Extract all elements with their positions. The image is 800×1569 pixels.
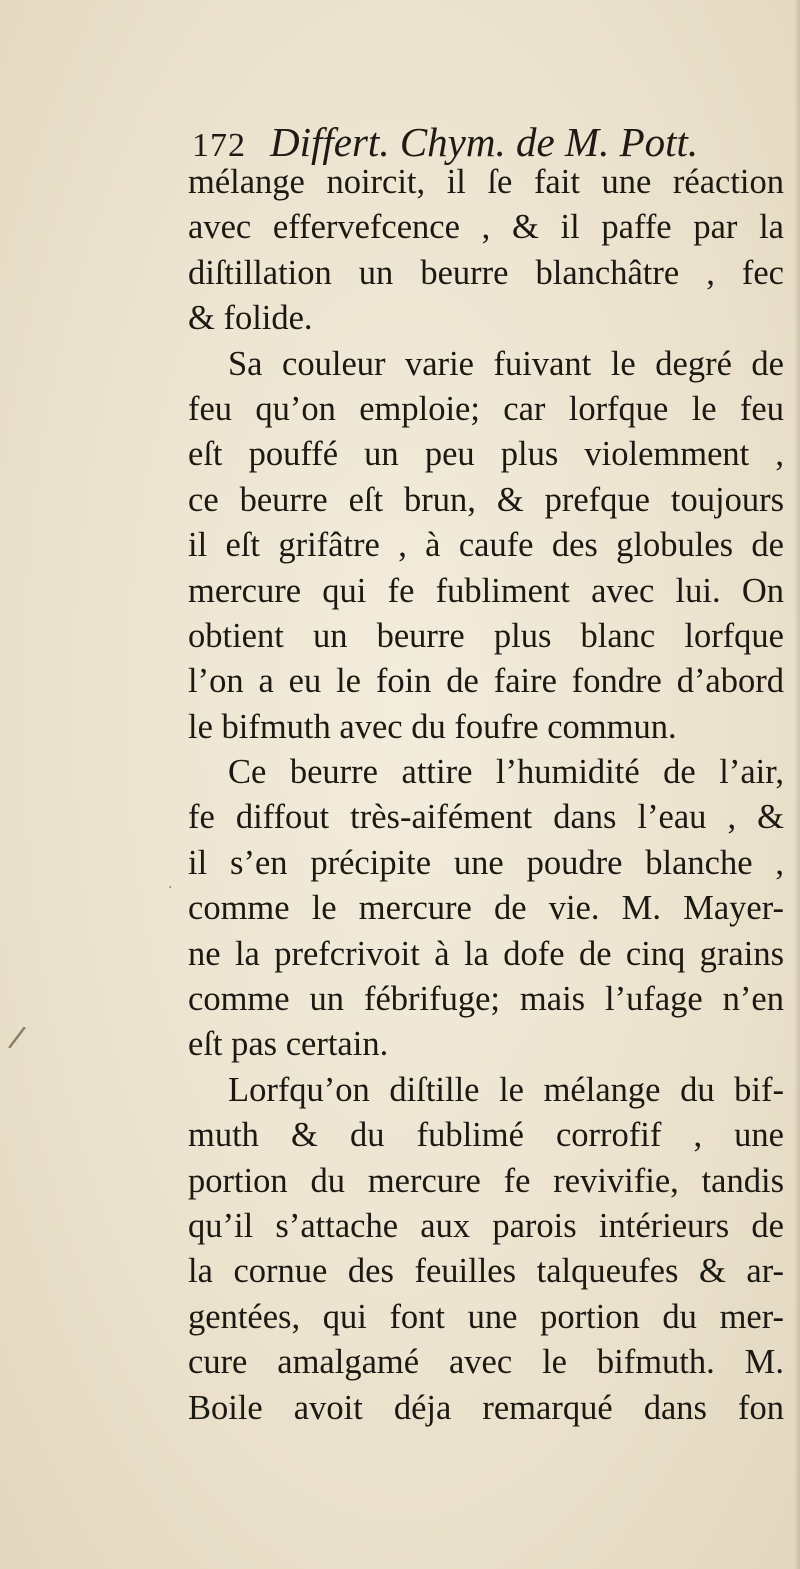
text-line: mercure qui fe fubliment avec lui. On xyxy=(188,571,784,610)
text-line: ne la prefcrivoit à la dofe de cinq grains xyxy=(188,934,784,973)
text-line: gentées, qui font une portion du mer- xyxy=(188,1297,784,1336)
text-line: muth & du fublimé corrofif , une xyxy=(188,1116,784,1155)
text-line: l’on a eu le foin de faire fondre d’abord xyxy=(188,662,784,701)
page-edge-shadow xyxy=(794,0,800,1569)
paragraph-start-line: Lorfqu’on diſtille le mélange du bif- xyxy=(228,1070,784,1109)
text-line: fe diffout très-aifément dans l’eau , & xyxy=(188,798,784,837)
text-line: Boile avoit déja remarqué dans fon xyxy=(188,1388,784,1427)
text-line: qu’il s’attache aux parois intérieurs de xyxy=(188,1206,784,1245)
text-line: comme le mercure de vie. M. Mayer- xyxy=(188,889,784,928)
text-line: feu qu’on emploie; car lorfque le feu xyxy=(188,389,784,428)
paragraph-start-line: Sa couleur varie fuivant le degré de xyxy=(228,344,784,383)
text-line: mélange noircit, il ſe fait une réaction xyxy=(188,163,784,201)
paragraph-start-line: Ce beurre attire l’humidité de l’air, xyxy=(228,753,784,792)
text-line: eſt pouffé un peu plus violemment , xyxy=(188,435,784,474)
running-title: Differt. Chym. de M. Pott. xyxy=(270,119,699,165)
text-line: comme un fébrifuge; mais l’ufage n’en xyxy=(188,980,784,1019)
text-line: & folide. xyxy=(188,299,313,338)
text-line: cure amalgamé avec le bifmuth. M. xyxy=(188,1343,784,1382)
text-line: diſtillation un beurre blanchâtre , fec xyxy=(188,253,784,292)
text-line: eſt pas certain. xyxy=(188,1025,389,1064)
text-line: il s’en précipite une poudre blanche , xyxy=(188,843,784,882)
body-text xyxy=(188,160,784,1431)
text-line: le bifmuth avec du foufre commun. xyxy=(188,707,677,746)
text-line: avec effervefcence , & il paffe par la xyxy=(188,208,784,247)
margin-scratch: / xyxy=(6,1019,28,1056)
text-line: portion du mercure fe revivifie, tandis xyxy=(188,1161,784,1200)
text-line: obtient un beurre plus blanc lorfque xyxy=(188,616,784,655)
margin-speck: · xyxy=(168,880,173,896)
text-line: il eſt grifâtre , à caufe des globules de xyxy=(188,526,784,565)
text-line: la cornue des feuilles talqueufes & ar- xyxy=(188,1252,784,1291)
text-line: ce beurre eſt brun, & prefque toujours xyxy=(188,480,784,519)
page-number: 172 xyxy=(192,127,246,164)
